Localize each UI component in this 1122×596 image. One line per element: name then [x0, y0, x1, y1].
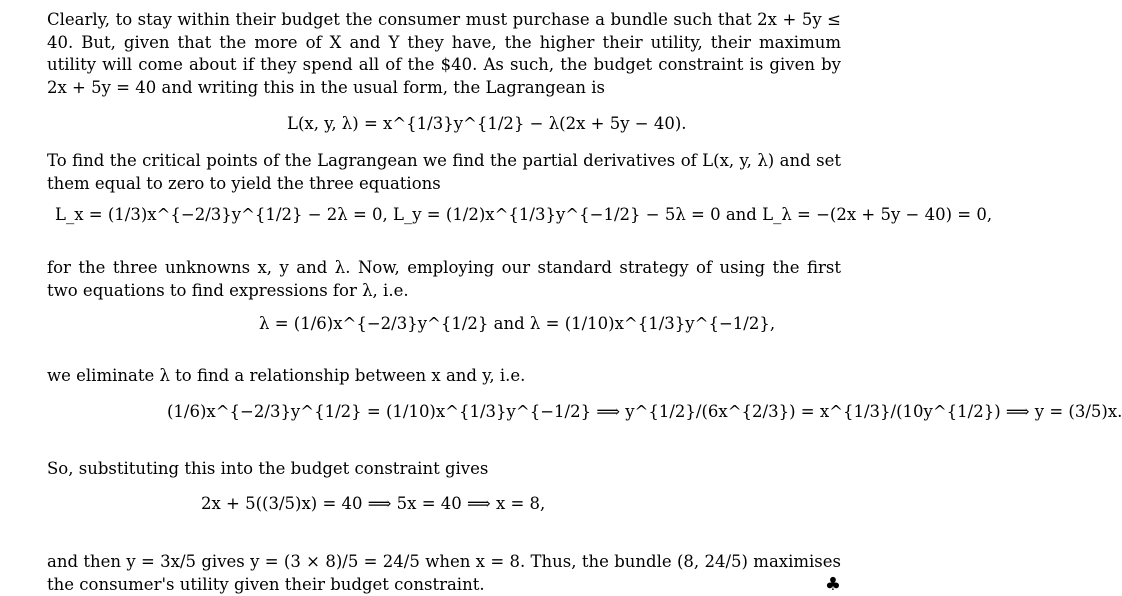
equation-lagrangean-text: L(x, y, λ) = x^{1/3}y^{1/2} − λ(2x + 5y − 40).	[287, 114, 687, 133]
paragraph-critical-points: To find the critical points of the Lagrangean we find the partial derivatives of L(x, y, λ) and set them equal to zero to yield the three equations	[47, 151, 841, 193]
equation-relationship	[167, 401, 1122, 424]
equation-substitution-text: 2x + 5((3/5)x) = 40 ⟹ 5x = 40 ⟹ x = 8,	[201, 494, 546, 513]
paragraph-substitute: So, substituting this into the budget constraint gives	[47, 459, 489, 478]
paragraph-eliminate-lambda: we eliminate λ to find a relationship between x and y, i.e.	[47, 366, 526, 385]
club-icon: ♣	[824, 574, 841, 595]
equation-partial-derivatives	[55, 204, 992, 227]
equation-lambda-expressions-text: λ = (1/6)x^{−2/3}y^{1/2} and λ = (1/10)x^{1/3}y^{−1/2},	[259, 314, 776, 333]
paragraph-unknowns: for the three unknowns x, y and λ. Now, employing our standard strategy of using the first two equations to find expressions for λ, i.e.	[47, 258, 841, 300]
equation-partial-derivatives-text: L_x = (1/3)x^{−2/3}y^{1/2} − 2λ = 0, L_y = (1/2)x^{1/3}y^{−1/2} − 5λ = 0 and L_λ = −(2x + 5y − 40) = 0,	[55, 205, 993, 224]
paragraph-conclusion: and then y = 3x/5 gives y = (3 × 8)/5 = 24/5 when x = 8. Thus, the bundle (8, 24/5) maximises the consumer's utility given their budget constraint.	[47, 552, 841, 594]
equation-relationship-text: (1/6)x^{−2/3}y^{1/2} = (1/10)x^{1/3}y^{−1/2} ⟹ y^{1/2}/(6x^{2/3}) = x^{1/3}/(10y^{1/2}) ⟹ y = (3/5)x.	[167, 402, 1122, 421]
equation-lambda-expressions	[259, 313, 775, 336]
equation-lagrangean	[287, 113, 687, 136]
paragraph-budget: Clearly, to stay within their budget the consumer must purchase a bundle such that 2x + 5y ≤ 40. But, given that the more of X and Y they have, the higher their utility, their maximum utility will come about if they spend all of the $40. As such, the budget constraint is given by 2x + 5y = 40 and writing this in the usual form, the Lagrangean is	[47, 10, 841, 97]
equation-substitution	[201, 493, 545, 516]
